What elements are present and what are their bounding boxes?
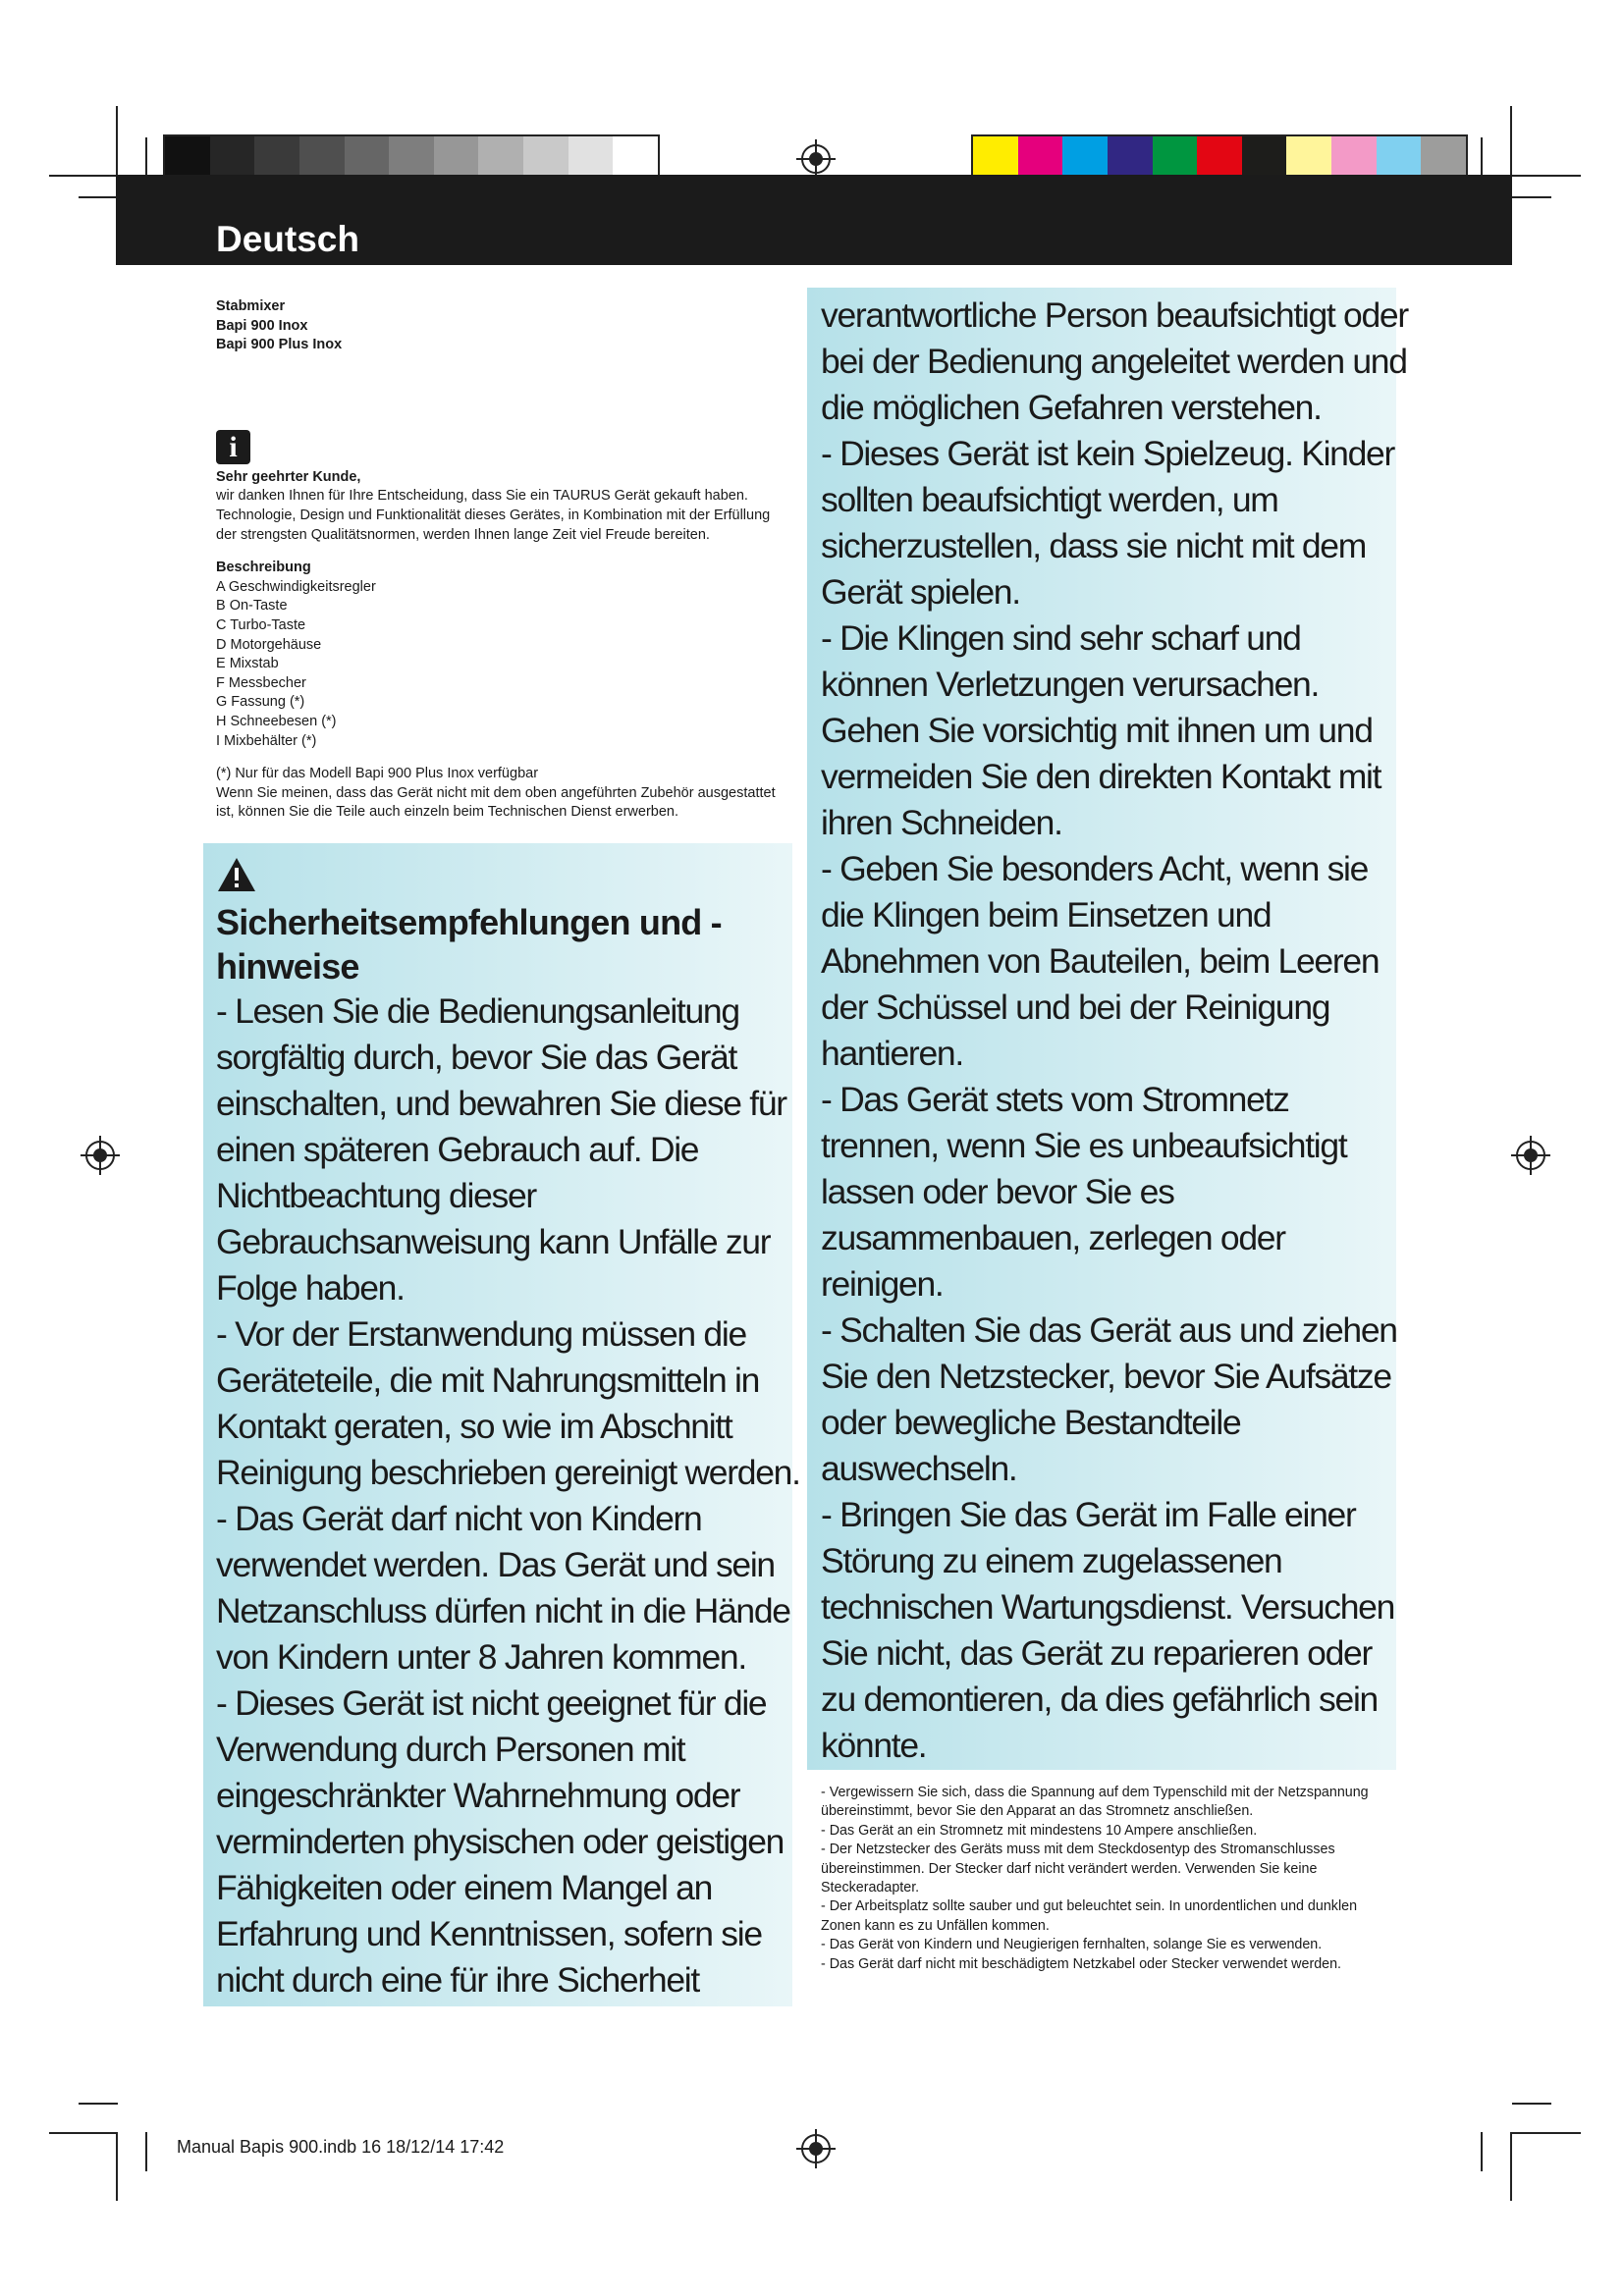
description-item: E Mixstab — [216, 656, 279, 672]
safety-text-left — [216, 988, 805, 2003]
safety-paragraph: - Vor der Erstanwendung müssen die Geräteteile, die mit Nahrungsmitteln in Kontakt geraten, so wie im Abschnitt Reinigung beschrieben gereinigt werden. — [216, 1314, 800, 1492]
color-swatch — [1197, 136, 1242, 180]
crop-mark — [1510, 2132, 1512, 2201]
color-swatch — [1242, 136, 1287, 180]
info-icon: i — [216, 430, 250, 464]
color-swatch — [1377, 136, 1422, 180]
safety-paragraph: - Das Gerät stets vom Stromnetz trennen, wenn Sie es unbeaufsichtigt lassen oder bevor Sie es zusammenbauen, zerlegen oder reinigen. — [821, 1080, 1347, 1304]
crop-mark — [79, 2103, 118, 2105]
color-swatch — [1421, 136, 1466, 180]
crop-mark — [1481, 137, 1483, 177]
color-swatch — [165, 136, 210, 180]
color-swatch — [1286, 136, 1331, 180]
registration-mark-icon — [794, 2127, 838, 2170]
color-swatch — [345, 136, 390, 180]
intro-paragraph: Technologie, Design und Funktionalität dieses Gerätes, in Kombination mit der Erfüllung der strengsten Qualitätsnormen, werden Ihnen lange Zeit viel Freude bereiten. — [216, 507, 771, 543]
safety-small-list — [821, 1784, 1390, 1974]
crop-mark — [1481, 2132, 1483, 2171]
color-swatch — [523, 136, 568, 180]
crop-mark — [1512, 2103, 1551, 2105]
warning-icon — [216, 856, 257, 893]
crop-mark — [1512, 196, 1551, 198]
safety-paragraph: - Die Klingen sind sehr scharf und können Verletzungen verursachen. Gehen Sie vorsichtig mit ihnen um und vermeiden Sie den direkten Kontakt mit ihren Schneiden. — [821, 618, 1381, 842]
description-note: (*) Nur für das Modell Bapi 900 Plus Inox verfügbar — [216, 766, 539, 782]
crop-mark — [79, 196, 118, 198]
product-type: Stabmixer — [216, 298, 286, 314]
description-item: C Turbo-Taste — [216, 616, 306, 633]
color-swatch — [478, 136, 523, 180]
safety-small-item: - Das Gerät von Kindern und Neugierigen fernhalten, solange Sie es verwenden. — [821, 1937, 1323, 1953]
color-swatch — [254, 136, 299, 180]
color-swatch — [1108, 136, 1153, 180]
print-footer: Manual Bapis 900.indb 16 18/12/14 17:42 — [177, 2137, 505, 2157]
safety-small-item: - Vergewissern Sie sich, dass die Spannung auf dem Typenschild mit der Netzspannung übereinstimmt, bevor Sie den Apparat an das Stromnetz anschließen. — [821, 1785, 1369, 1820]
safety-small-item: - Das Gerät an ein Stromnetz mit mindestens 10 Ampere anschließen. — [821, 1822, 1258, 1839]
description-item: F Messbecher — [216, 674, 306, 691]
safety-paragraph: - Bringen Sie das Gerät im Falle einer Störung zu einem zugelassenen technischen Wartungsdienst. Versuchen Sie nicht, das Gerät zu reparieren oder zu demontieren, da dies gefährlich sein könnte. — [821, 1495, 1395, 1765]
safety-paragraph: - Dieses Gerät ist nicht geeignet für die Verwendung durch Personen mit eingeschränkter Wahrnehmung oder verminderten physischen oder geistigen Fähigkeiten oder einem Mangel an Erfahrung und Kenntnissen, sofern sie nicht durch eine für ihre Sicherheit — [216, 1683, 785, 2000]
safety-paragraph: - Lesen Sie die Bedienungsanleitung sorgfältig durch, bevor Sie das Gerät einschalten, und bewahren Sie diese für einen späteren Gebrauch auf. Die Nichtbeachtung dieser Gebrauchsanweisung kann Unfälle zur Folge haben. — [216, 991, 786, 1308]
registration-mark-icon — [79, 1134, 122, 1177]
description-item: D Motorgehäuse — [216, 636, 322, 653]
intro-paragraph: wir danken Ihnen für Ihre Entscheidung, dass Sie ein TAURUS Gerät gekauft haben. — [216, 488, 748, 505]
safety-small-item: - Das Gerät darf nicht mit beschädigtem Netzkabel oder Stecker verwendet werden. — [821, 1955, 1342, 1972]
safety-small-item: - Der Netzstecker des Geräts muss mit dem Steckdosentyp des Stromanschlusses übereinstimmen. Der Stecker darf nicht verändert werden. Verwenden Sie keine Steckeradapter. — [821, 1842, 1335, 1896]
language-title: Deutsch — [216, 219, 359, 259]
description-item: I Mixbehälter (*) — [216, 732, 317, 749]
crop-mark — [145, 2132, 147, 2171]
color-swatch — [1062, 136, 1108, 180]
crop-mark — [49, 2132, 118, 2134]
color-swatch — [299, 136, 345, 180]
safety-paragraph: - Das Gerät darf nicht von Kindern verwendet werden. Das Gerät und sein Netzanschluss dürfen nicht in die Hände von Kindern unter 8 Jahren kommen. — [216, 1499, 790, 1677]
crop-mark — [1512, 175, 1581, 177]
crop-mark — [1512, 2132, 1581, 2134]
safety-paragraph: - Geben Sie besonders Acht, wenn sie die Klingen beim Einsetzen und Abnehmen von Bauteilen, beim Leeren der Schüssel und bei der Reinigung hantieren. — [821, 849, 1380, 1073]
color-swatch — [973, 136, 1018, 180]
color-swatch — [568, 136, 614, 180]
color-swatch — [1331, 136, 1377, 180]
intro-section — [216, 297, 785, 823]
greeting: Sehr geehrter Kunde, — [216, 468, 361, 485]
crop-mark — [1510, 106, 1512, 175]
crop-mark — [116, 106, 118, 175]
color-swatch — [210, 136, 255, 180]
safety-paragraph: - Dieses Gerät ist kein Spielzeug. Kinder sollten beaufsichtigt werden, um sicherzustellen, dass sie nicht mit dem Gerät spielen. — [821, 434, 1395, 612]
description-heading: Beschreibung — [216, 560, 311, 576]
crop-mark — [145, 137, 147, 177]
safety-text-right — [821, 293, 1410, 1769]
crop-mark — [116, 2132, 118, 2201]
safety-small-item: - Der Arbeitsplatz sollte sauber und gut beleuchtet sein. In unordentlichen und dunklen Zonen kann es zu Unfällen kommen. — [821, 1898, 1358, 1934]
description-list — [216, 578, 785, 751]
color-swatch — [1153, 136, 1198, 180]
description-item: A Geschwindigkeitsregler — [216, 578, 376, 595]
safety-paragraph: - Schalten Sie das Gerät aus und ziehen Sie den Netzstecker, bevor Sie Aufsätze oder bewegliche Bestandteile auswechseln. — [821, 1310, 1397, 1488]
color-swatch — [389, 136, 434, 180]
registration-mark-icon — [1509, 1134, 1552, 1177]
language-header-band — [116, 175, 1512, 265]
description-note: Wenn Sie meinen, dass das Gerät nicht mit dem oben angeführten Zubehör ausgestattet ist, können Sie die Teile auch einzeln beim Technischen Dienst erwerben. — [216, 784, 776, 821]
product-model: Bapi 900 Plus Inox — [216, 337, 343, 353]
safety-paragraph: verantwortliche Person beaufsichtigt oder bei der Bedienung angeleitet werden und die möglichen Gefahren verstehen. — [821, 295, 1408, 427]
crop-mark — [49, 175, 118, 177]
product-model: Bapi 900 Inox — [216, 317, 308, 334]
color-swatch — [434, 136, 479, 180]
color-swatch — [1018, 136, 1063, 180]
color-swatch — [613, 136, 658, 180]
safety-title: Sicherheitsempfehlungen und -hinweise — [216, 902, 722, 987]
description-item: B On-Taste — [216, 598, 288, 614]
description-item: H Schneebesen (*) — [216, 713, 337, 729]
description-item: G Fassung (*) — [216, 694, 305, 711]
